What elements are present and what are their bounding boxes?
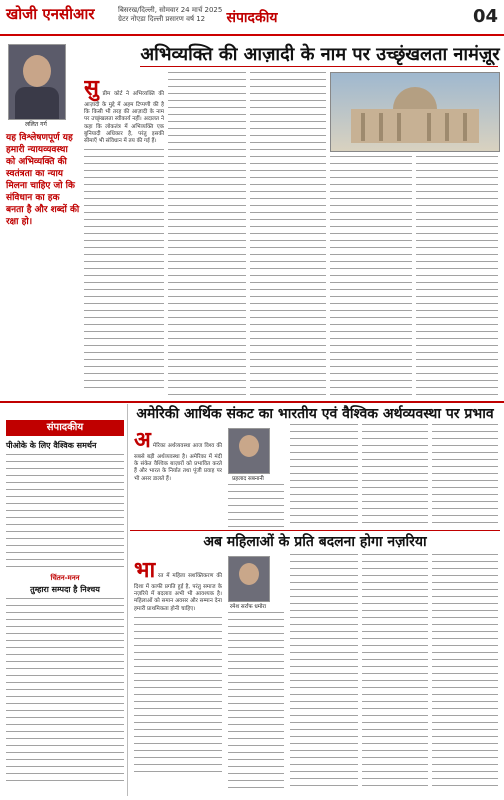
article2-headline: अमेरिकी आर्थिक संकट का भारतीय एवं वैश्विक अर्थव्यवस्था पर प्रभाव xyxy=(136,406,494,422)
sidebar-heading: संपादकीय xyxy=(6,420,124,436)
article2-column-5 xyxy=(432,424,498,528)
article2-column-1 xyxy=(134,424,222,528)
author-name: ललित गर्ग xyxy=(25,121,47,128)
body-text xyxy=(84,149,164,389)
author-photo xyxy=(228,428,270,474)
sidebar-body-text xyxy=(6,454,124,570)
author-photo xyxy=(228,556,270,602)
supreme-court-photo xyxy=(330,72,500,152)
article3-column-2 xyxy=(228,612,284,790)
box-body-text xyxy=(6,598,124,782)
article3-column-3 xyxy=(290,554,358,790)
article1-column-4 xyxy=(330,156,412,398)
section-divider xyxy=(0,401,504,403)
author-photo xyxy=(8,44,66,120)
dropcap: भा xyxy=(134,557,156,583)
dropcap: अ xyxy=(134,427,151,453)
body-text xyxy=(134,617,222,777)
article3-column-5 xyxy=(432,554,498,790)
column-divider xyxy=(127,404,128,796)
author-name: प्रहलाद सबनानी xyxy=(232,476,264,482)
pull-quote: यह विश्लेषणपूर्ण यह हमारी न्यायव्यवस्था को अभिव्यक्ति की स्वतंत्रता का न्याय मिलना चाहिए जो कि संविधान का हक बनता है और शब्दों की रक्षा हो। xyxy=(6,133,80,227)
article2-column-4 xyxy=(362,424,428,528)
article1-column-2 xyxy=(168,72,246,398)
article2-column-2 xyxy=(228,484,284,528)
article3-column-1 xyxy=(134,554,222,790)
article2-lead: मेरिका अर्थव्यवस्था आज विश्व की सबसे बड़ी अर्थव्यवस्था है। अमेरिका में मंदी के संकेत वैश्विक बाज़ारों को प्रभावित करते हैं और भारत के निर्यात तथा पूंजी प्रवाह पर भी असर डालते हैं। xyxy=(134,443,222,482)
dropcap: सु xyxy=(84,75,99,101)
box-title: चिंतन-मनन xyxy=(50,574,80,582)
article3-lead: रत में महिला सशक्तिकरण की दिशा में काफी प्रगति हुई है, परंतु समाज के नज़रिये में बदलाव अभी भी आवश्यक है। महिलाओं को समान अवसर और सम्मान देना हमारी प्राथमिकता होनी चाहिए। xyxy=(134,573,222,612)
article2-column-3 xyxy=(290,424,358,528)
headline-rule xyxy=(140,66,498,67)
dateline-main: बिसरख/दिल्ली, सोमवार 24 मार्च 2025 xyxy=(118,6,223,14)
article1-column-5 xyxy=(416,156,498,398)
sidebar-subheading: पीओके के लिए वैश्विक समर्थन xyxy=(6,441,97,450)
newspaper-name: खोजी एनसीआर xyxy=(6,5,95,23)
article1-headline: अभिव्यक्ति की आज़ादी के नाम पर उच्छृंखलता नामंज़ूर xyxy=(140,44,500,65)
box-subtitle: तुम्हारा सम्पदा है निश्चय xyxy=(30,585,100,594)
article1-lead: प्रीम कोर्ट ने अभिव्यक्ति की आज़ादी के मुद्दे में अहम टिप्पणी की है कि किसी भी तरह की आज़ादी के नाम पर उच्छृंखलता स्वीकार्य नहीं। अदालत ने कहा कि लोकतंत्र में अभिव्यक्ति एक बुनियादी अधिकार है, परंतु इसकी सीमाएँ भी संविधान में तय की गई हैं। xyxy=(84,91,164,145)
article3-headline: अब महिलाओं के प्रति बदलना होगा नज़रिया xyxy=(203,534,427,550)
author-name: रमेश सर्राफ धमोरा xyxy=(229,604,267,610)
article-divider xyxy=(130,530,500,531)
article3-column-4 xyxy=(362,554,428,790)
dateline-sub: ग्रेटर नोएडा दिल्ली प्रसारण वर्ष 12 xyxy=(118,15,206,23)
page-number: 04 xyxy=(472,6,498,27)
article1-column-1 xyxy=(84,72,164,398)
article1-column-3 xyxy=(250,72,326,398)
section-title: संपादकीय xyxy=(226,10,278,26)
